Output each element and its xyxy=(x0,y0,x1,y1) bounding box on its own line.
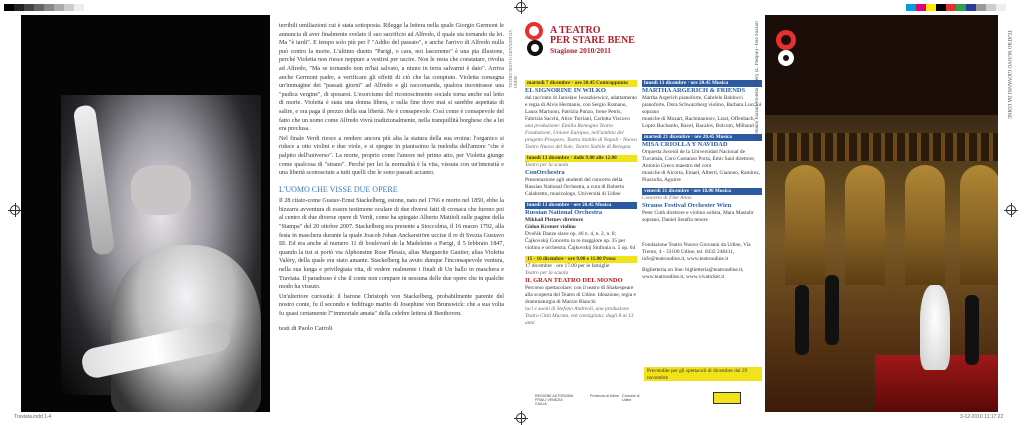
teatro-logo-icon xyxy=(523,22,545,58)
event-title: EL SIGNORINE IN WILKO xyxy=(525,87,606,94)
registration-mark xyxy=(1006,205,1016,215)
event-date-bar: lunedì 13 dicembre · dalle 9.00 alle 12.00 xyxy=(525,155,637,162)
event-subtitle: Teatro per la scuola xyxy=(525,270,569,276)
event-date-bar: venerdì 31 dicembre · ore 18.00 Musica xyxy=(642,188,762,195)
season-label: Stagione 2010/2011 xyxy=(550,46,612,55)
event-block xyxy=(642,80,762,130)
article-heading: L'UOMO CHE VISSE DUE OPERE xyxy=(279,184,398,194)
vivaticket-logo-icon xyxy=(713,392,741,404)
event-date-bar: martedì 7 dicembre · ore 20.45 Contrappunto xyxy=(525,80,637,87)
event-body: Percorso spettacolare: con il teatro di Shakespeare alla scoperta del Teatro di Udine. Ideazione, regia e drammaturgia di Marzio Bianchi xyxy=(525,285,636,305)
event-block xyxy=(525,80,637,151)
ticket-info: Biglietteria on line: biglietteria@teatroudine.it, www.teatroudine.it, www.vivaticket.it xyxy=(642,267,744,280)
event-title: Russian National Orchestra xyxy=(525,209,603,216)
event-note: luci e suoni di Stefano Andreoli, una produzione Teatro Città Murata, età consigliata: dagli 8 ai 13 anni xyxy=(525,306,634,326)
brand-line-1: A TEATRO xyxy=(550,25,601,36)
event-block xyxy=(525,155,637,198)
vertical-label: TEATRO NUOVO GIOVANNI DA UDINE xyxy=(508,30,518,88)
event-note: una produzione: Emilia Romagna Teatro Fondazione, Unione Europea, nell'ambito del progetto Prospero, Teatro Stabile di Napoli - Nuovo Teatro Nuovo del Sole, Teatro Stabile di Bologna xyxy=(525,123,637,150)
sponsor-logo: Comune di Udine xyxy=(622,394,640,402)
article-paragraph: Un'ulteriore curiosità: il barone Christoph von Stackelberg, probabilmente parente del nostro conte, fu il secondo e fedifrago marito di Josephine von Brunswick: che a sua volta fu quasi certamente l'"immortale amata" della celebre lettera di Beethoven. xyxy=(279,293,504,317)
event-title: MARTHA ARGERICH & FRIENDS xyxy=(642,87,746,94)
registration-mark xyxy=(516,413,526,423)
event-program: musiche di Mozart, Rachmaninov, Liszt, Offenbach, Lopez Buchardo, Ravel, Bacalov, Bolcom, Milhaud xyxy=(642,116,755,129)
soprano-photo xyxy=(21,15,270,412)
event-title: ConOrchestra xyxy=(525,169,565,176)
file-label: Traviata.indd 1-4 xyxy=(14,414,52,420)
event-body: Peter Guth direttore e violino solista, Mara Mastalir soprano, Daniel Serafin tenore xyxy=(642,210,754,223)
event-title: MISA CRIOLLA Y NAVIDAD xyxy=(642,141,728,148)
event-block xyxy=(642,188,762,224)
event-date-bar: lunedì 13 dicembre · ore 20.45 Musica xyxy=(525,202,637,209)
event-program: Dvořák Danze slave op. 46 n. 4, n. 2, n. 8; Čajkovskij Concerto in re maggiore op. 35 per violino e orchestra; Čajkovskij Sinfonia n. 5 op. 64 xyxy=(525,231,636,251)
event-subtitle: Concerto di Fine Anno xyxy=(642,195,692,201)
event-body: Orquesta Juvenil de la Universidad Nacional de Tucumán, Coro Costanzo Porta, Emir Saul direttore, Antonio Greco maestro del coro xyxy=(642,149,756,169)
event-body: Martha Argerich pianoforte, Gabriele Baldocci pianoforte, Dora Schwarzberg violino, Barbara Luccini soprano xyxy=(642,95,762,115)
article-paragraph: Nel finale Verdi riesce a rendere ancora più alta la statura della sua eroina: l'organico si riduce a otto violini e due viole, e si spegne in pianissimo la melodia dell'amore "che è palpito dell'universo". La morte, proprio come l'amore nel primo atto, per Violetta giunge come qualcosa di "strano". Perché per lei la normalità è la vita, vissuta con un'intensità e una libertà sconosciute a tutti quelli che le sono passati accanto. xyxy=(279,135,504,177)
stage-photo xyxy=(765,15,998,412)
event-performer: Gidon Kremer violino xyxy=(525,224,576,230)
vertical-label: © Studio Fazzari Violetta Valéry (L. Pasque) - foto Fazzari xyxy=(755,21,760,140)
event-block xyxy=(525,202,637,252)
registration-mark xyxy=(10,205,20,215)
article-text xyxy=(279,22,504,334)
brand-line-2: PER STARE BENE xyxy=(550,35,635,46)
event-subtitle: 17 dicembre · ore 17.00 per le famiglie xyxy=(525,263,610,269)
article-paragraph: terribili umiliazioni cui è stata sottoposta. Rilegge la lettera nella quale Giorgio Germont le annuncia di aver finalmente svelato il suo sacrificio ad Alfredo, il quale sta tornando da lei. Ma "è tardi". E tempo solo più per l' "Addio del passato", e anche l'arrivo di Alfredo nulla può contro la morte. L'ultimo duetto "Parigi, o cara, noi lasceremo" è una pia illusione, perché Violetta non riesce neppure a vestirsi per uscire. Non le resta che constatare, rivolta ad Alfredo, "Ma se tornando non m'hai salvato, a niuno in terra salvarmi è dato". Arriva anche Germont padre, a verificare gli effetti di ciò che ha compiuto. Violetta consegna un'immagine dei "passati giorni" ad Alfredo e gli raccomanda, qualora incontrasse una "pudica vergine", di sposarsi. L'esorcismo del riconoscimento sociale torna anche sul letto di morte. Violetta è stata una donna libera, e sulla fine dove mai si sarebbe aspettata di salire, e ora paga il prezzo della sua libertà. Ne è consapevole. Così come è consapevole del fatto che un uomo come Alfredo vivrà tradizionalmente, nella tranquillità borghese che a lei era preclusa. xyxy=(279,23,504,133)
event-date-bar: martedì 21 dicembre · ore 20.45 Musica xyxy=(642,134,762,141)
event-title: IL GRAN TEATRO DEL MONDO xyxy=(525,277,623,284)
author-credit: testi di Paolo Cairoli xyxy=(279,324,333,332)
event-performer: Mikhail Pletnev direttore xyxy=(525,217,584,223)
timestamp-label: 3-12-2010 11:17:22 xyxy=(960,414,1004,420)
event-block xyxy=(642,134,762,184)
event-body: dal racconto di Jarosław Iwaszkiewicz, adattamento e regia di Alvis Hermanis, con Sergio Romano, Laura Marinoni, Patrizia Punzo, Irene Petris, Fabrizia Sacchi, Alice Torriani, Carlotta Viscovo xyxy=(525,95,637,122)
vertical-label: TEATRO NUOVO GIOVANNI DA UDINE xyxy=(1006,30,1011,120)
registration-mark xyxy=(516,2,526,12)
sponsor-logo: Provincia di Udine xyxy=(590,394,619,398)
event-body: Presentazione agli studenti del concerto della Russian National Orchestra, a cura di Roberto Calabretto, musicologo, Università di Udine xyxy=(525,177,625,197)
presale-notice: Prevendite per gli spettacoli di dicembre dal 29 novembre xyxy=(644,367,762,381)
events-column-b xyxy=(642,80,762,285)
event-date-bar: lunedì 13 dicembre · ore 20.45 Musica xyxy=(642,80,762,87)
events-column-a xyxy=(525,80,637,331)
contact-info: Fondazione Teatro Nuovo Giovanni da Udine, Via Trento, 4 - 33100 Udine, tel. 0432 248411, info@teatroudine.it, www.teatroudine.it xyxy=(642,242,751,262)
event-program: musiche di Alcorta, Emael, Alberti, Gianneo, Ramírez, Piazzolla, Aguirre xyxy=(642,170,761,183)
event-title: Strauss Festival Orchester Wien xyxy=(642,202,732,209)
event-subtitle: Teatro per la scuola xyxy=(525,162,569,168)
event-date-bar: 15 - 16 dicembre · ore 9.00 e 11.00 Prosa xyxy=(525,256,637,263)
sponsor-logo: REGIONE AUTONOMA FRIULI VENEZIA GIULIA xyxy=(535,394,573,406)
teatro-logo-icon xyxy=(774,30,800,70)
brand-title xyxy=(550,26,635,56)
article-paragraph: Il 28 citato-come Gustav-Ernst Stackelberg, estone, nato nel 1766 e morto nel 1850, ebbe la bizzarra avventura di essere testimone oculare di due diversi fatti di cronaca che furono poi al centro di due diverse opere di Verdi, come ha spiegato Alberto Mattioli sulle pagine della "Stampa" del 20 ottobre 2007. Stackelberg era presente a Stoccolma, il 16 marzo 1792, alla festa in maschera durante la quale Joacob Johan Anckarström uccise il re di Svezia Gustavo III. Ed era anche al numero 11 di boulevard de la Madeleine a Parigi, il 5 febbraio 1847, quando la tisi si portò via Alphonsine Rose Plessis, alias Marguerite Gautier, alias Violetta Valéry, della quale era stato amante. Stackelberg ha avuto dunque l'inconsapevole ventura, nella sua lunga e privilegiata vita, di vedere realmente i finali di Un ballo in maschera e Traviata. Il paradosso è che il conte non compare in nessuna delle due opere che in qualche modo ha vissuto. xyxy=(279,198,504,291)
event-block xyxy=(525,256,637,327)
